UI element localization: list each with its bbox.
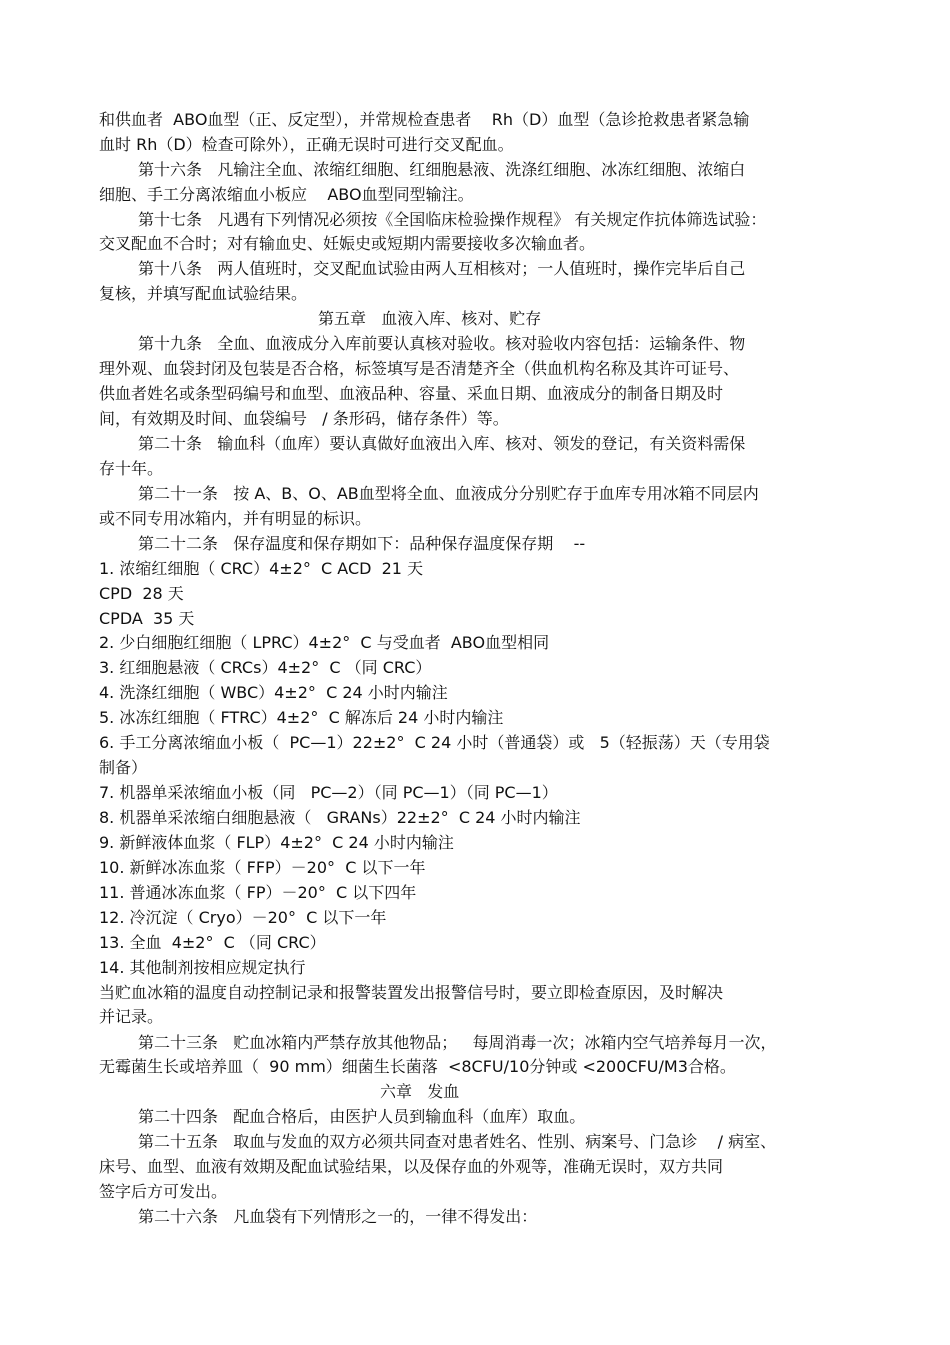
text-line: 复核，并填写配血试验结果。: [99, 284, 308, 303]
text-line: 7. 机器单采浓缩血小板（同 PC—2）（同 PC—1）（同 PC—1）: [99, 783, 558, 802]
text-line: 第二十四条 配血合格后，由医护人员到输血科（血库）取血。: [138, 1107, 586, 1126]
text-line: 签字后方可发出。: [99, 1182, 228, 1201]
text-line: 血时 Rh（D）检查可除外），正确无误时可进行交叉配血。: [99, 135, 514, 154]
text-line: 第二十一条 按 A、B、O、AB血型将全血、血液成分分别贮存于血库专用冰箱不同层内: [138, 484, 759, 503]
text-line: CPD 28 天: [99, 584, 184, 603]
text-line: 11. 普通冰冻血浆（ FP）－20° C 以下四年: [99, 883, 417, 902]
text-line: 4. 洗涤红细胞（ WBC）4±2° C 24 小时内输注: [99, 683, 448, 702]
text-line: 无霉菌生长或培养皿（ 90 mm）细菌生长菌落 <8CFU/10分钟或 <200CFU/M3合格。: [99, 1057, 736, 1076]
text-line: 并记录。: [99, 1007, 164, 1026]
text-line: 和供血者 ABO血型（正、反定型），并常规检查患者 Rh（D）血型（急诊抢救患者紧急输: [99, 110, 750, 129]
text-line: 或不同专用冰箱内，并有明显的标识。: [99, 509, 372, 528]
text-line: CPDA 35 天: [99, 609, 195, 628]
text-line: 14. 其他制剂按相应规定执行: [99, 958, 306, 977]
text-line: 6. 手工分离浓缩血小板（ PC—1）22±2° C 24 小时（普通袋）或 5（轻振荡）天（专用袋: [99, 733, 770, 752]
text-line: 交叉配血不合时；对有输血史、妊娠史或短期内需要接收多次输血者。: [99, 234, 596, 253]
text-line: 制备）: [99, 758, 148, 777]
text-line: 12. 冷沉淀（ Cryo）－20° C 以下一年: [99, 908, 387, 927]
text-line: 六章 发血: [380, 1082, 460, 1101]
text-line: 8. 机器单采浓缩白细胞悬液（ GRANs）22±2° C 24 小时内输注: [99, 808, 581, 827]
text-line: 3. 红细胞悬液（ CRCs）4±2° C （同 CRC）: [99, 658, 432, 677]
text-line: 第二十条 输血科（血库）要认真做好血液出入库、核对、领发的登记，有关资料需保: [138, 434, 746, 453]
text-line: 第二十六条 凡血袋有下列情形之一的，一律不得发出：: [138, 1207, 538, 1226]
text-line: 细胞、手工分离浓缩血小板应 ABO血型同型输注。: [99, 185, 474, 204]
text-line: 第二十五条 取血与发血的双方必须共同查对患者姓名、性别、病案号、门急诊 / 病室、: [138, 1132, 777, 1151]
text-line: 9. 新鲜液体血浆（ FLP）4±2° C 24 小时内输注: [99, 833, 454, 852]
text-line: 理外观、血袋封闭及包装是否合格，标签填写是否清楚齐全（供血机构名称及其许可证号、: [99, 359, 740, 378]
text-line: 第十八条 两人值班时，交叉配血试验由两人互相核对；一人值班时，操作完毕后自己: [138, 259, 746, 278]
text-line: 第五章 血液入库、核对、贮存: [318, 309, 542, 328]
text-line: 第十七条 凡遇有下列情况必须按《全国临床检验操作规程》 有关规定作抗体筛选试验：: [138, 210, 767, 229]
text-line: 第十六条 凡输注全血、浓缩红细胞、红细胞悬液、洗涤红细胞、冰冻红细胞、浓缩白: [138, 160, 746, 179]
text-line: 10. 新鲜冰冻血浆（ FFP）－20° C 以下一年: [99, 858, 426, 877]
text-line: 5. 冰冻红细胞（ FTRC）4±2° C 解冻后 24 小时内输注: [99, 708, 504, 727]
text-line: 13. 全血 4±2° C （同 CRC）: [99, 933, 326, 952]
text-line: 存十年。: [99, 459, 164, 478]
text-line: 第十九条 全血、血液成分入库前要认真核对验收。核对验收内容包括：运输条件、物: [138, 334, 746, 353]
text-line: 第二十二条 保存温度和保存期如下：品种保存温度保存期 --: [138, 534, 586, 553]
text-line: 2. 少白细胞红细胞（ LPRC）4±2° C 与受血者 ABO血型相同: [99, 633, 550, 652]
text-line: 第二十三条 贮血冰箱内严禁存放其他物品； 每周消毒一次；冰箱内空气培养每月一次，: [138, 1033, 777, 1052]
text-line: 当贮血冰箱的温度自动控制记录和报警装置发出报警信号时，要立即检查原因，及时解决: [99, 983, 724, 1002]
text-line: 间，有效期及时间、血袋编号 / 条形码，储存条件）等。: [99, 409, 509, 428]
text-line: 床号、血型、血液有效期及配血试验结果，以及保存血的外观等，准确无误时，双方共同: [99, 1157, 724, 1176]
text-line: 1. 浓缩红细胞（ CRC）4±2° C ACD 21 天: [99, 559, 424, 578]
text-line: 供血者姓名或条型码编号和血型、血液品种、容量、采血日期、血液成分的制备日期及时: [99, 384, 724, 403]
